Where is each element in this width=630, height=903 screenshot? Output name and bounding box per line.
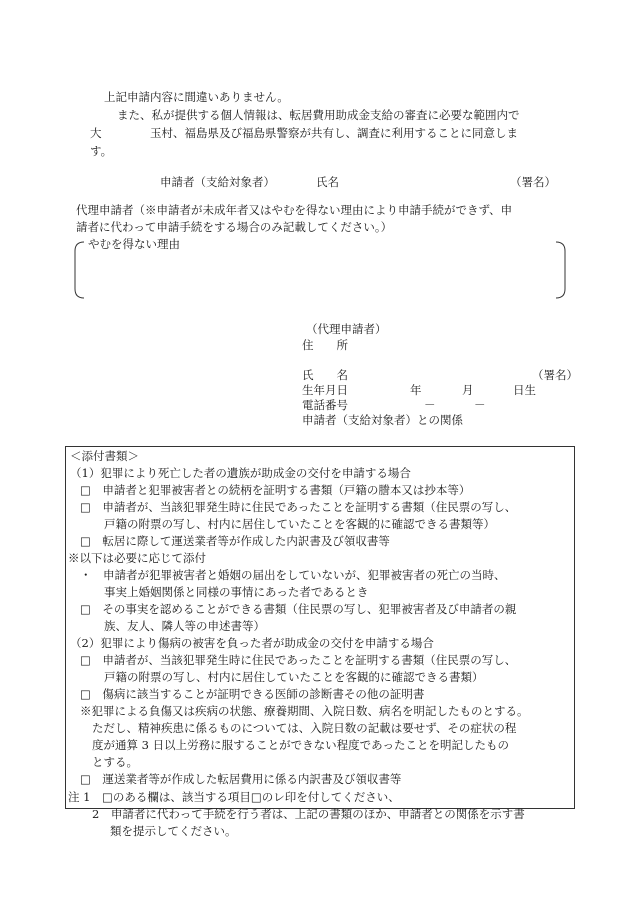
agent-title-line-2: 請者に代わって申請手続をする場合のみ記載してください。）	[76, 220, 393, 234]
attachments-line-19: □ 運送業者等が作成した転居費用に係る内訳書及び領収書等	[80, 772, 402, 786]
attachments-line-2: □ 申請者と犯罪被害者との続柄を証明する書類（戸籍の謄本又は抄本等）	[80, 483, 471, 497]
note-2: 2 申請者に代わって手続を行う者は、上記の書類のほか、申請者との関係を示す書	[92, 807, 525, 821]
agent-birth-day: 日生	[513, 383, 536, 397]
declaration-line-3a: 大	[90, 126, 102, 140]
attachments-heading: ＜添付書類＞	[70, 449, 139, 463]
agent-phone-sep-2: －	[474, 398, 486, 412]
declaration-line-2: また、私が提供する個人情報は、転居費用助成金支給の審査に必要な範囲内で	[117, 108, 520, 122]
attachments-line-13: 戸籍の附票の写し、村内に居住していたことを客観的に確認できる書類）	[104, 670, 484, 684]
declaration-line-1: 上記申請内容に間違いありません。	[104, 90, 289, 104]
agent-section-label: （代理申請者）	[306, 322, 387, 336]
attachments-line-3: □ 申請者が、当該犯罪発生時に住民であったことを証明する書類（住民票の写し、	[80, 500, 517, 514]
agent-title-line-1: 代理申請者（※申請者が未成年者又はやむを得ない理由により申請手続ができず、申	[76, 203, 513, 217]
declaration-line-4: す。	[90, 144, 113, 158]
applicant-seal: （署名）	[510, 175, 556, 189]
agent-phone-sep-1: －	[424, 398, 436, 412]
reason-bracket	[74, 241, 566, 299]
attachments-line-11: （2）犯罪により傷病の被害を負った者が助成金の交付を申請する場合	[70, 636, 434, 650]
agent-seal: （署名）	[532, 368, 578, 382]
note-2-cont: 類を提示してください。	[110, 824, 237, 838]
attachments-line-9: □ その事実を認めることができる書類（住民票の写し、犯罪被害者及び申請者の親	[80, 602, 517, 616]
declaration-line-3b: 玉村、福島県及び福島県警察が共有し、調査に利用することに同意しま	[150, 126, 518, 140]
attachments-line-10: 族、友人、隣人等の申述書等）	[104, 619, 265, 633]
note-1: 注 1 □のある欄は、該当する項目□のレ印を付してください、	[68, 790, 400, 804]
attachments-line-14: □ 傷病に該当することが証明できる医師の診断書その他の証明書	[80, 687, 425, 701]
attachments-line-18: とする。	[92, 755, 138, 769]
applicant-label: 申請者（支給対象者）	[160, 175, 275, 189]
agent-birth-month: 月	[462, 383, 474, 397]
agent-birth-label: 生年月日	[302, 383, 348, 397]
attachments-line-8: 事実上婚姻関係と同様の事情にあった者であるとき	[104, 585, 369, 599]
attachments-line-7: ・ 申請者が犯罪被害者と婚姻の届出をしていないが、犯罪被害者の死亡の当時、	[80, 568, 506, 582]
applicant-name-label: 氏名	[316, 175, 339, 189]
agent-phone-label: 電話番号	[302, 398, 348, 412]
attachments-line-16: ただし、精神疾患に係るものについては、入院日数の記載は要せず、その症状の程	[92, 721, 517, 735]
attachments-line-15: ※犯罪による負傷又は疾病の状態、療養期間、入院日数、病名を明記したものとする。	[80, 704, 529, 718]
reason-label: やむを得ない理由	[88, 237, 180, 251]
attachments-line-4: 戸籍の附票の写し、村内に居住していたことを客観的に確認できる書類等）	[104, 517, 495, 531]
attachments-line-6: ※以下は必要に応じて添付	[68, 551, 206, 565]
attachments-line-5: □ 転居に際して運送業者等が作成した内訳書及び領収書等	[80, 534, 390, 548]
attachments-line-17: 度が通算 3 日以上労務に服することができない程度であったことを明記したもの	[92, 738, 510, 752]
attachments-line-12: □ 申請者が、当該犯罪発生時に住民であったことを証明する書類（住民票の写し、	[80, 653, 517, 667]
attachments-line-1: （1）犯罪により死亡した者の遺族が助成金の交付を申請する場合	[70, 466, 411, 480]
agent-relation-label: 申請者（支給対象者）との関係	[302, 413, 463, 427]
agent-address-label: 住 所	[302, 338, 348, 352]
agent-birth-year: 年	[410, 383, 422, 397]
agent-name-label: 氏 名	[302, 368, 348, 382]
